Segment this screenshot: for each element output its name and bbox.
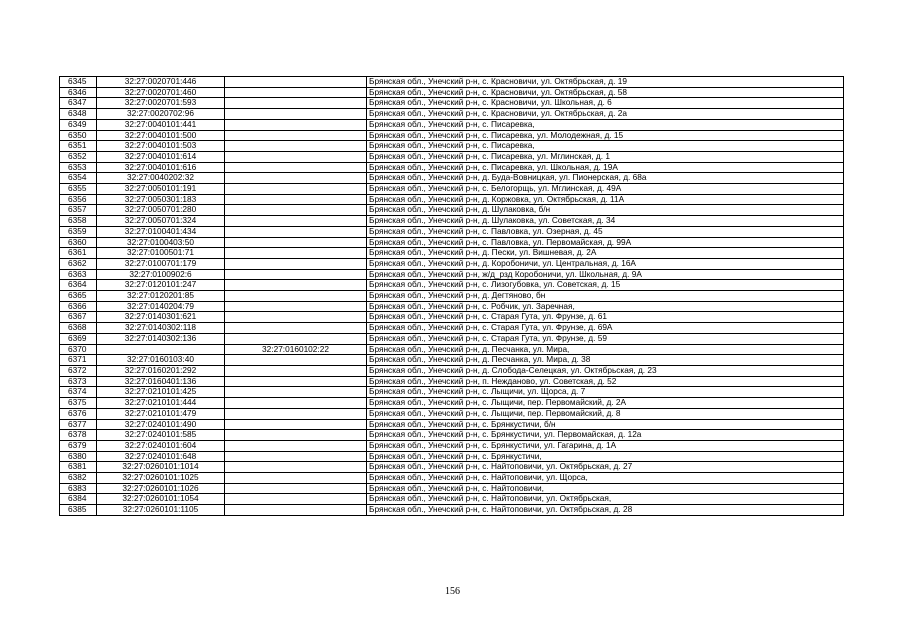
address: Брянская обл., Унечский р-н, с. Красновичи, ул. Школьная, д. 6 xyxy=(367,98,844,109)
address: Брянская обл., Унечский р-н, д. Буда-Вовницкая, ул. Пионерская, д. 68а xyxy=(367,173,844,184)
table-row xyxy=(60,505,844,516)
cadastral-number: 32:27:0040101:441 xyxy=(97,119,225,130)
cadastral-number: 32:27:0140302:118 xyxy=(97,323,225,334)
table-row xyxy=(60,376,844,387)
table-row xyxy=(60,419,844,430)
table-row xyxy=(60,130,844,141)
table-row xyxy=(60,280,844,291)
cadastral-number: 32:27:0140204:79 xyxy=(97,301,225,312)
cadastral-number-secondary xyxy=(225,173,367,184)
cadastral-number: 32:27:0100701:179 xyxy=(97,258,225,269)
row-number: 6363 xyxy=(60,269,97,280)
cadastral-number-secondary xyxy=(225,440,367,451)
row-number: 6376 xyxy=(60,408,97,419)
row-number: 6378 xyxy=(60,430,97,441)
address: Брянская обл., Унечский р-н, ж/д_рзд Коробоничи, ул. Школьная, д. 9А xyxy=(367,269,844,280)
cadastral-number: 32:27:0160103:40 xyxy=(97,355,225,366)
address: Брянская обл., Унечский р-н, с. Брянкустичи, ул. Гагарина, д. 1А xyxy=(367,440,844,451)
address: Брянская обл., Унечский р-н, д. Дегтяново, бн xyxy=(367,291,844,302)
cadastral-number-secondary xyxy=(225,194,367,205)
address: Брянская обл., Унечский р-н, д. Шулаковка, б/н xyxy=(367,205,844,216)
cadastral-number-secondary xyxy=(225,333,367,344)
address: Брянская обл., Унечский р-н, с. Лыщичи, ул. Щорса, д. 7 xyxy=(367,387,844,398)
cadastral-number-secondary xyxy=(225,291,367,302)
row-number: 6385 xyxy=(60,505,97,516)
row-number: 6365 xyxy=(60,291,97,302)
cadastral-number: 32:27:0260101:1054 xyxy=(97,494,225,505)
row-number: 6373 xyxy=(60,376,97,387)
table-row xyxy=(60,173,844,184)
address: Брянская обл., Унечский р-н, с. Писаревка, xyxy=(367,119,844,130)
address: Брянская обл., Унечский р-н, п. Нежданово, ул. Советская, д. 52 xyxy=(367,376,844,387)
cadastral-number: 32:27:0100403:50 xyxy=(97,237,225,248)
table-row xyxy=(60,258,844,269)
cadastral-number-secondary xyxy=(225,398,367,409)
cadastral-number: 32:27:0020701:446 xyxy=(97,77,225,88)
table-row xyxy=(60,291,844,302)
cadastral-number: 32:27:0120201:85 xyxy=(97,291,225,302)
address: Брянская обл., Унечский р-н, с. Писаревка, ул. Школьная, д. 19А xyxy=(367,162,844,173)
row-number: 6375 xyxy=(60,398,97,409)
property-table xyxy=(59,76,844,516)
table-row xyxy=(60,109,844,120)
address: Брянская обл., Унечский р-н, с. Найтоповичи, ул. Октябрьская, д. 28 xyxy=(367,505,844,516)
cadastral-number: 32:27:0020702:96 xyxy=(97,109,225,120)
cadastral-number: 32:27:0040101:614 xyxy=(97,151,225,162)
address: Брянская обл., Унечский р-н, д. Пески, ул. Вишневая, д. 2А xyxy=(367,248,844,259)
table-row xyxy=(60,98,844,109)
address: Брянская обл., Унечский р-н, с. Брянкустичи, б/н xyxy=(367,419,844,430)
row-number: 6380 xyxy=(60,451,97,462)
row-number: 6383 xyxy=(60,483,97,494)
row-number: 6384 xyxy=(60,494,97,505)
table-row xyxy=(60,333,844,344)
table-row xyxy=(60,87,844,98)
address: Брянская обл., Унечский р-н, с. Старая Гута, ул. Фрунзе, д. 69А xyxy=(367,323,844,334)
address: Брянская обл., Унечский р-н, с. Павловка, ул. Озерная, д. 45 xyxy=(367,226,844,237)
cadastral-number-secondary xyxy=(225,301,367,312)
cadastral-number: 32:27:0100401:434 xyxy=(97,226,225,237)
row-number: 6362 xyxy=(60,258,97,269)
cadastral-number: 32:27:0260101:1014 xyxy=(97,462,225,473)
table-row xyxy=(60,184,844,195)
row-number: 6358 xyxy=(60,216,97,227)
address: Брянская обл., Унечский р-н, с. Лизогубовка, ул. Советская, д. 15 xyxy=(367,280,844,291)
cadastral-number: 32:27:0050101:191 xyxy=(97,184,225,195)
table-row xyxy=(60,344,844,355)
cadastral-number: 32:27:0040101:616 xyxy=(97,162,225,173)
table-row xyxy=(60,248,844,259)
cadastral-number-secondary xyxy=(225,408,367,419)
address: Брянская обл., Унечский р-н, с. Павловка, ул. Первомайская, д. 99А xyxy=(367,237,844,248)
table-row xyxy=(60,119,844,130)
cadastral-number: 32:27:0160201:292 xyxy=(97,365,225,376)
row-number: 6372 xyxy=(60,365,97,376)
address: Брянская обл., Унечский р-н, с. Лыщичи, пер. Первомайский, д. 8 xyxy=(367,408,844,419)
row-number: 6359 xyxy=(60,226,97,237)
row-number: 6346 xyxy=(60,87,97,98)
cadastral-number: 32:27:0260101:1105 xyxy=(97,505,225,516)
table-row xyxy=(60,408,844,419)
cadastral-number-secondary xyxy=(225,376,367,387)
cadastral-number: 32:27:0050301:183 xyxy=(97,194,225,205)
address: Брянская обл., Унечский р-н, с. Белогорщь, ул. Мглинская, д. 49А xyxy=(367,184,844,195)
cadastral-number-secondary xyxy=(225,184,367,195)
row-number: 6382 xyxy=(60,473,97,484)
row-number: 6379 xyxy=(60,440,97,451)
cadastral-number: 32:27:0140302:136 xyxy=(97,333,225,344)
cadastral-number-secondary xyxy=(225,483,367,494)
cadastral-number-secondary xyxy=(225,430,367,441)
address: Брянская обл., Унечский р-н, с. Писаревка, ул. Молодежная, д. 15 xyxy=(367,130,844,141)
table-row xyxy=(60,323,844,334)
table-row xyxy=(60,473,844,484)
row-number: 6345 xyxy=(60,77,97,88)
address: Брянская обл., Унечский р-н, с. Красновичи, ул. Октябрьская, д. 58 xyxy=(367,87,844,98)
row-number: 6369 xyxy=(60,333,97,344)
cadastral-number: 32:27:0020701:593 xyxy=(97,98,225,109)
address: Брянская обл., Унечский р-н, с. Лыщичи, пер. Первомайский, д. 2А xyxy=(367,398,844,409)
table-row xyxy=(60,77,844,88)
address: Брянская обл., Унечский р-н, с. Брянкустичи, ул. Первомайская, д. 12а xyxy=(367,430,844,441)
cadastral-number-secondary xyxy=(225,269,367,280)
cadastral-number-secondary xyxy=(225,473,367,484)
cadastral-number: 32:27:0140301:621 xyxy=(97,312,225,323)
cadastral-number: 32:27:0100501:71 xyxy=(97,248,225,259)
address: Брянская обл., Унечский р-н, д. Песчанка, ул. Мира, xyxy=(367,344,844,355)
table-row xyxy=(60,269,844,280)
table-row xyxy=(60,494,844,505)
row-number: 6348 xyxy=(60,109,97,120)
row-number: 6370 xyxy=(60,344,97,355)
cadastral-number: 32:27:0040202:32 xyxy=(97,173,225,184)
row-number: 6371 xyxy=(60,355,97,366)
cadastral-number-secondary xyxy=(225,141,367,152)
table-row xyxy=(60,451,844,462)
cadastral-number-secondary xyxy=(225,77,367,88)
table-row xyxy=(60,430,844,441)
cadastral-number: 32:27:0240101:648 xyxy=(97,451,225,462)
row-number: 6377 xyxy=(60,419,97,430)
cadastral-number-secondary xyxy=(225,119,367,130)
cadastral-number-secondary xyxy=(225,151,367,162)
address: Брянская обл., Унечский р-н, с. Найтоповичи, ул. Октябрьская, xyxy=(367,494,844,505)
address: Брянская обл., Унечский р-н, с. Робчик, ул. Заречная, xyxy=(367,301,844,312)
cadastral-number: 32:27:0100902:6 xyxy=(97,269,225,280)
address: Брянская обл., Унечский р-н, с. Старая Гута, ул. Фрунзе, д. 61 xyxy=(367,312,844,323)
table-row xyxy=(60,462,844,473)
cadastral-number-secondary xyxy=(225,312,367,323)
cadastral-number-secondary xyxy=(225,462,367,473)
table-row xyxy=(60,483,844,494)
cadastral-number-secondary xyxy=(225,162,367,173)
row-number: 6355 xyxy=(60,184,97,195)
address: Брянская обл., Унечский р-н, д. Коржовка, ул. Октябрьская, д. 11А xyxy=(367,194,844,205)
cadastral-number: 32:27:0260101:1025 xyxy=(97,473,225,484)
table-row xyxy=(60,440,844,451)
table-row xyxy=(60,355,844,366)
table-row xyxy=(60,365,844,376)
table-row xyxy=(60,141,844,152)
cadastral-number-secondary xyxy=(225,248,367,259)
cadastral-number-secondary xyxy=(225,109,367,120)
cadastral-number-secondary xyxy=(225,98,367,109)
row-number: 6366 xyxy=(60,301,97,312)
address: Брянская обл., Унечский р-н, с. Найтоповичи, ул. Щорса, xyxy=(367,473,844,484)
address: Брянская обл., Унечский р-н, д. Песчанка, ул. Мира, д. 38 xyxy=(367,355,844,366)
table-row xyxy=(60,398,844,409)
table-row xyxy=(60,194,844,205)
cadastral-number-secondary xyxy=(225,494,367,505)
cadastral-number-secondary xyxy=(225,130,367,141)
cadastral-number: 32:27:0040101:500 xyxy=(97,130,225,141)
cadastral-number-secondary xyxy=(225,237,367,248)
table-row xyxy=(60,226,844,237)
cadastral-number-secondary xyxy=(225,505,367,516)
row-number: 6350 xyxy=(60,130,97,141)
cadastral-number-secondary xyxy=(225,280,367,291)
row-number: 6374 xyxy=(60,387,97,398)
row-number: 6351 xyxy=(60,141,97,152)
table-row xyxy=(60,205,844,216)
cadastral-number-secondary xyxy=(225,258,367,269)
cadastral-number: 32:27:0050701:324 xyxy=(97,216,225,227)
row-number: 6381 xyxy=(60,462,97,473)
row-number: 6368 xyxy=(60,323,97,334)
address: Брянская обл., Унечский р-н, с. Красновичи, ул. Октябрьская, д. 2а xyxy=(367,109,844,120)
row-number: 6352 xyxy=(60,151,97,162)
cadastral-number-secondary: 32:27:0160102:22 xyxy=(225,344,367,355)
address: Брянская обл., Унечский р-н, с. Найтоповичи, ул. Октябрьская, д. 27 xyxy=(367,462,844,473)
row-number: 6356 xyxy=(60,194,97,205)
cadastral-number: 32:27:0020701:460 xyxy=(97,87,225,98)
address: Брянская обл., Унечский р-н, с. Писаревка, ул. Мглинская, д. 1 xyxy=(367,151,844,162)
cadastral-number-secondary xyxy=(225,365,367,376)
page-number: 156 xyxy=(445,586,460,597)
cadastral-number: 32:27:0210101:444 xyxy=(97,398,225,409)
cadastral-number: 32:27:0040101:503 xyxy=(97,141,225,152)
cadastral-number xyxy=(97,344,225,355)
cadastral-number: 32:27:0210101:479 xyxy=(97,408,225,419)
cadastral-number-secondary xyxy=(225,387,367,398)
cadastral-number: 32:27:0240101:585 xyxy=(97,430,225,441)
address: Брянская обл., Унечский р-н, с. Красновичи, ул. Октябрьская, д. 19 xyxy=(367,77,844,88)
cadastral-number-secondary xyxy=(225,87,367,98)
row-number: 6349 xyxy=(60,119,97,130)
table-row xyxy=(60,216,844,227)
cadastral-number: 32:27:0260101:1026 xyxy=(97,483,225,494)
table-row xyxy=(60,237,844,248)
table-row xyxy=(60,312,844,323)
table-row xyxy=(60,387,844,398)
cadastral-number-secondary xyxy=(225,355,367,366)
table-row xyxy=(60,151,844,162)
cadastral-number: 32:27:0050701:280 xyxy=(97,205,225,216)
row-number: 6357 xyxy=(60,205,97,216)
cadastral-number-secondary xyxy=(225,216,367,227)
row-number: 6360 xyxy=(60,237,97,248)
address: Брянская обл., Унечский р-н, д. Коробоничи, ул. Центральная, д. 16А xyxy=(367,258,844,269)
address: Брянская обл., Унечский р-н, д. Шулаковка, ул. Советская, д. 34 xyxy=(367,216,844,227)
cadastral-number-secondary xyxy=(225,419,367,430)
address: Брянская обл., Унечский р-н, с. Найтоповичи, xyxy=(367,483,844,494)
cadastral-number: 32:27:0120101:247 xyxy=(97,280,225,291)
table-row xyxy=(60,301,844,312)
address: Брянская обл., Унечский р-н, д. Слобода-Селецкая, ул. Октябрьская, д. 23 xyxy=(367,365,844,376)
cadastral-number-secondary xyxy=(225,226,367,237)
table-row xyxy=(60,162,844,173)
row-number: 6361 xyxy=(60,248,97,259)
cadastral-number-secondary xyxy=(225,323,367,334)
address: Брянская обл., Унечский р-н, с. Брянкустичи, xyxy=(367,451,844,462)
row-number: 6367 xyxy=(60,312,97,323)
cadastral-number: 32:27:0160401:136 xyxy=(97,376,225,387)
row-number: 6364 xyxy=(60,280,97,291)
cadastral-number-secondary xyxy=(225,205,367,216)
row-number: 6347 xyxy=(60,98,97,109)
cadastral-number: 32:27:0210101:425 xyxy=(97,387,225,398)
row-number: 6353 xyxy=(60,162,97,173)
address: Брянская обл., Унечский р-н, с. Писаревка, xyxy=(367,141,844,152)
address: Брянская обл., Унечский р-н, с. Старая Гута, ул. Фрунзе, д. 59 xyxy=(367,333,844,344)
cadastral-number: 32:27:0240101:490 xyxy=(97,419,225,430)
table-body xyxy=(60,77,844,516)
cadastral-number: 32:27:0240101:604 xyxy=(97,440,225,451)
cadastral-number-secondary xyxy=(225,451,367,462)
row-number: 6354 xyxy=(60,173,97,184)
